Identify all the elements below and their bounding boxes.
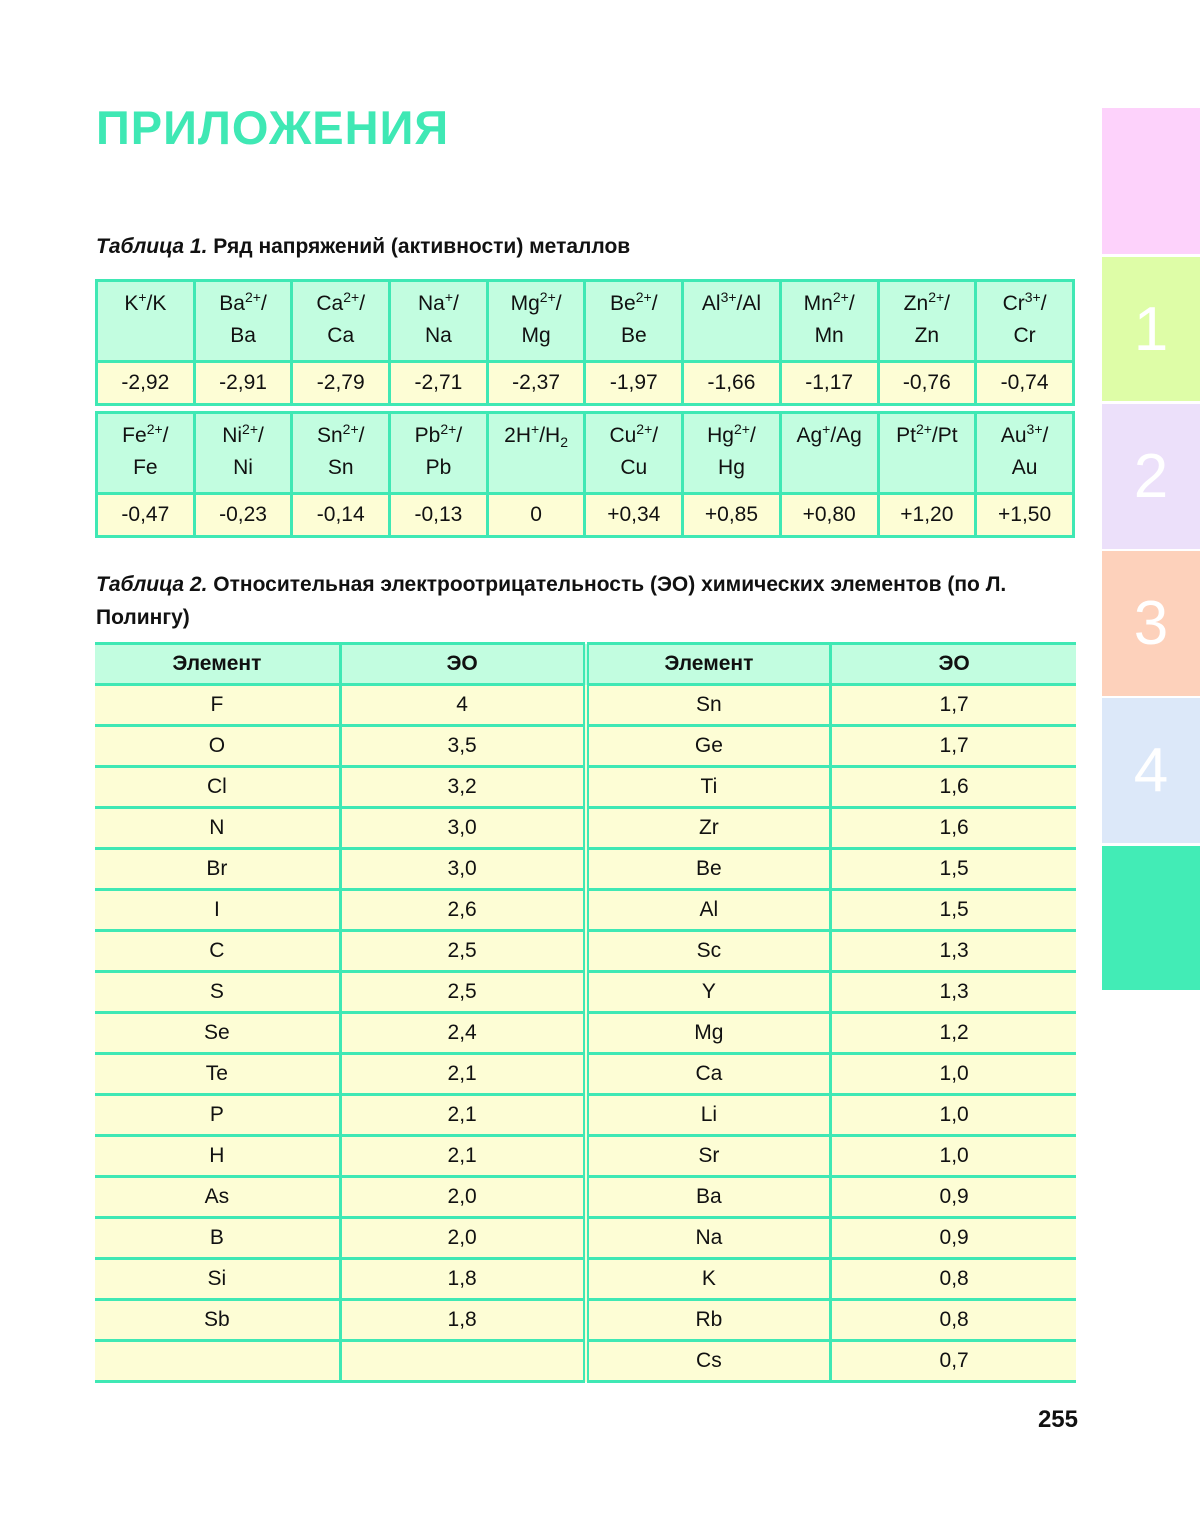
ion-charge: 3+ xyxy=(1026,421,1043,437)
table1-caption xyxy=(96,230,630,263)
element-cell: Se xyxy=(95,1013,340,1054)
metal-symbol: Ag xyxy=(836,424,862,447)
table-row xyxy=(95,1300,1076,1341)
ion-charge: 2+ xyxy=(539,289,556,305)
table-row xyxy=(95,1013,1076,1054)
separator-slash: / xyxy=(931,424,938,447)
redox-couple-cell xyxy=(585,281,683,362)
eo-value-cell: 2,5 xyxy=(340,972,585,1013)
element-cell: Cs xyxy=(586,1341,831,1382)
ion-symbol: Sn xyxy=(316,424,343,447)
element-cell: B xyxy=(95,1218,340,1259)
element-cell: Ti xyxy=(586,767,831,808)
element-cell: Be xyxy=(586,849,831,890)
eo-value-cell: 0,9 xyxy=(831,1177,1076,1218)
metal-symbol: K xyxy=(152,292,167,315)
element-cell: F xyxy=(95,685,340,726)
separator-slash: / xyxy=(258,424,264,447)
ion-symbol: Na xyxy=(417,292,445,315)
ion-symbol: Mn xyxy=(803,292,833,315)
redox-couple-cell xyxy=(878,413,976,494)
metal-symbol: Cr xyxy=(1013,324,1036,347)
redox-couple-cell xyxy=(976,413,1074,494)
table-row xyxy=(95,1177,1076,1218)
element-cell: Zr xyxy=(586,808,831,849)
ion-charge: + xyxy=(444,289,453,305)
ion-symbol: Cr xyxy=(1002,292,1025,315)
element-cell: I xyxy=(95,890,340,931)
eo-value-cell: 1,5 xyxy=(831,849,1076,890)
ion-charge: 3+ xyxy=(720,289,737,305)
separator-slash: / xyxy=(456,424,463,447)
element-cell: Sc xyxy=(586,931,831,972)
eo-value-cell: 1,6 xyxy=(831,767,1076,808)
redox-couples-row xyxy=(97,281,1074,362)
chapter-tab[interactable]: 3 xyxy=(1102,551,1200,696)
potential-value: +0,85 xyxy=(683,494,781,537)
element-cell: Rb xyxy=(586,1300,831,1341)
eo-value-cell: 4 xyxy=(340,685,585,726)
redox-couples-row xyxy=(97,413,1074,494)
separator-slash: / xyxy=(830,424,837,447)
table-row xyxy=(95,890,1076,931)
redox-series-table-2 xyxy=(95,411,1075,538)
potential-value: -0,47 xyxy=(97,494,195,537)
separator-slash: / xyxy=(1042,424,1049,447)
eo-value-cell: 2,1 xyxy=(340,1136,585,1177)
header-eo: ЭО xyxy=(831,644,1076,685)
separator-slash: / xyxy=(453,292,459,315)
redox-couple-cell xyxy=(683,413,781,494)
chapter-tab[interactable]: 4 xyxy=(1102,698,1200,843)
metal-symbol: Be xyxy=(620,324,647,347)
ion-symbol: Zn xyxy=(903,292,929,315)
element-cell: S xyxy=(95,972,340,1013)
metal-symbol: Ca xyxy=(327,324,355,347)
ion-symbol: Hg xyxy=(707,424,734,447)
chapter-tab[interactable] xyxy=(1102,846,1200,990)
redox-couple-cell xyxy=(780,413,878,494)
eo-value-cell: 3,0 xyxy=(340,849,585,890)
table-row xyxy=(95,1136,1076,1177)
separator-slash: / xyxy=(555,292,562,315)
separator-slash: / xyxy=(749,424,756,447)
separator-slash: / xyxy=(359,292,366,315)
redox-couple-cell xyxy=(194,281,292,362)
potential-value: -2,71 xyxy=(390,362,488,405)
eo-value-cell: 1,8 xyxy=(340,1300,585,1341)
subscript: 2 xyxy=(560,434,569,450)
ion-symbol: Ni xyxy=(222,424,243,447)
potentials-row xyxy=(97,494,1074,537)
ion-charge: + xyxy=(822,421,831,437)
element-cell: Na xyxy=(586,1218,831,1259)
element-cell: P xyxy=(95,1095,340,1136)
ion-charge: 3+ xyxy=(1024,289,1041,305)
ion-symbol: Ca xyxy=(316,292,344,315)
redox-couple-cell xyxy=(194,413,292,494)
element-cell: Y xyxy=(586,972,831,1013)
redox-couple-cell xyxy=(390,281,488,362)
ion-symbol: Be xyxy=(610,292,636,315)
potential-value: +0,34 xyxy=(585,494,683,537)
table-row xyxy=(95,1341,1076,1382)
metal-symbol: Na xyxy=(424,324,452,347)
ion-charge: 2+ xyxy=(832,289,849,305)
table-row xyxy=(95,767,1076,808)
eo-value-cell: 2,4 xyxy=(340,1013,585,1054)
potential-value: -0,76 xyxy=(878,362,976,405)
metal-symbol: Mg xyxy=(521,324,551,347)
page-number: 255 xyxy=(1037,1406,1078,1433)
potential-value: -0,23 xyxy=(194,494,292,537)
eo-value-cell: 1,0 xyxy=(831,1054,1076,1095)
separator-slash: / xyxy=(539,424,546,447)
ion-symbol: Pt xyxy=(896,424,916,447)
ion-charge: + xyxy=(531,421,540,437)
metal-symbol: Ni xyxy=(233,456,253,479)
table-row xyxy=(95,1259,1076,1300)
table1-title: Ряд напряжений (активности) металлов xyxy=(213,235,631,258)
eo-value-cell: 2,0 xyxy=(340,1218,585,1259)
ion-symbol: K xyxy=(124,292,139,315)
potential-value: -1,97 xyxy=(585,362,683,405)
ion-charge: 2+ xyxy=(440,421,457,437)
header-element: Элемент xyxy=(95,644,340,685)
ion-charge: 2+ xyxy=(242,421,259,437)
redox-couple-cell xyxy=(780,281,878,362)
eo-value-cell: 1,3 xyxy=(831,972,1076,1013)
potential-value: +1,50 xyxy=(976,494,1074,537)
potential-value: -2,79 xyxy=(292,362,390,405)
separator-slash: / xyxy=(652,424,659,447)
element-cell: Cl xyxy=(95,767,340,808)
separator-slash: / xyxy=(260,292,267,315)
redox-couple-cell xyxy=(487,281,585,362)
element-cell: N xyxy=(95,808,340,849)
element-cell: Sb xyxy=(95,1300,340,1341)
metal-symbol: Fe xyxy=(133,456,158,479)
separator-slash: / xyxy=(162,424,169,447)
table-row xyxy=(95,1054,1076,1095)
separator-slash: / xyxy=(146,292,153,315)
potential-value: -1,17 xyxy=(780,362,878,405)
eo-value-cell: 1,0 xyxy=(831,1095,1076,1136)
redox-couple-cell xyxy=(878,281,976,362)
element-cell: O xyxy=(95,726,340,767)
element-cell: Sn xyxy=(586,685,831,726)
separator-slash: / xyxy=(848,292,855,315)
element-cell: Ca xyxy=(586,1054,831,1095)
element-cell xyxy=(95,1341,340,1382)
eo-value-cell: 0,8 xyxy=(831,1300,1076,1341)
potential-value: -1,66 xyxy=(683,362,781,405)
ion-symbol: Ag xyxy=(796,424,823,447)
element-cell: As xyxy=(95,1177,340,1218)
eo-value-cell: 1,5 xyxy=(831,890,1076,931)
redox-couple-cell xyxy=(97,413,195,494)
metal-symbol: Ba xyxy=(230,324,256,347)
table2-caption xyxy=(96,568,1036,634)
potential-value: -0,74 xyxy=(976,362,1074,405)
redox-couple-cell xyxy=(292,281,390,362)
metal-symbol: Zn xyxy=(914,324,940,347)
redox-series-table-1 xyxy=(95,279,1075,406)
element-cell: Ge xyxy=(586,726,831,767)
ion-charge: 2+ xyxy=(146,421,163,437)
table-row xyxy=(95,849,1076,890)
separator-slash: / xyxy=(944,292,950,315)
metal-symbol: H xyxy=(545,424,561,447)
chapter-tab[interactable] xyxy=(1102,108,1200,254)
potential-value: +1,20 xyxy=(878,494,976,537)
ion-charge: 2+ xyxy=(343,289,360,305)
table-row xyxy=(95,1218,1076,1259)
eo-value-cell: 1,6 xyxy=(831,808,1076,849)
ion-symbol: Al xyxy=(701,292,721,315)
separator-slash: / xyxy=(358,424,365,447)
eo-value-cell: 0,8 xyxy=(831,1259,1076,1300)
ion-charge: 2+ xyxy=(244,289,261,305)
eo-value-cell: 3,5 xyxy=(340,726,585,767)
ion-charge: 2+ xyxy=(635,289,652,305)
ion-symbol: Fe xyxy=(122,424,147,447)
redox-couple-cell xyxy=(585,413,683,494)
element-cell: Te xyxy=(95,1054,340,1095)
eo-value-cell: 0,7 xyxy=(831,1341,1076,1382)
redox-couple-cell xyxy=(683,281,781,362)
ion-symbol: Ba xyxy=(219,292,245,315)
potential-value: -2,91 xyxy=(194,362,292,405)
eo-value-cell: 2,1 xyxy=(340,1095,585,1136)
ion-charge: 2+ xyxy=(928,289,945,305)
eo-value-cell: 1,3 xyxy=(831,931,1076,972)
ion-symbol: Cu xyxy=(609,424,637,447)
eo-value-cell: 1,8 xyxy=(340,1259,585,1300)
header-eo: ЭО xyxy=(340,644,585,685)
potential-value: +0,80 xyxy=(780,494,878,537)
redox-couple-cell xyxy=(292,413,390,494)
element-cell: Ba xyxy=(586,1177,831,1218)
element-cell: Al xyxy=(586,890,831,931)
table-row xyxy=(95,931,1076,972)
eo-value-cell: 1,2 xyxy=(831,1013,1076,1054)
electronegativity-table xyxy=(95,642,1076,1383)
element-cell: Si xyxy=(95,1259,340,1300)
metal-symbol: Cu xyxy=(620,456,648,479)
potential-value: -2,37 xyxy=(487,362,585,405)
chapter-tab[interactable]: 2 xyxy=(1102,404,1200,549)
ion-symbol: Pb xyxy=(414,424,441,447)
redox-couple-cell xyxy=(390,413,488,494)
eo-value-cell: 2,1 xyxy=(340,1054,585,1095)
table2-title: Относительная электроотрицательность (ЭО) химических элементов (по Л. Полингу) xyxy=(96,573,1007,629)
element-cell: K xyxy=(586,1259,831,1300)
metal-symbol: Pt xyxy=(937,424,958,447)
metal-symbol: Al xyxy=(742,292,762,315)
separator-slash: / xyxy=(1040,292,1047,315)
ion-charge: 2+ xyxy=(915,421,932,437)
ion-charge: 2+ xyxy=(342,421,359,437)
element-cell: C xyxy=(95,931,340,972)
metal-symbol: Mn xyxy=(814,324,844,347)
element-cell: Li xyxy=(586,1095,831,1136)
metal-symbol: Au xyxy=(1011,456,1038,479)
header-element: Элемент xyxy=(586,644,831,685)
separator-slash: / xyxy=(736,292,743,315)
potential-value: -2,92 xyxy=(97,362,195,405)
ion-symbol: Au xyxy=(1000,424,1027,447)
ion-symbol: 2H xyxy=(504,424,532,447)
element-cell: H xyxy=(95,1136,340,1177)
ion-charge: + xyxy=(138,289,147,305)
table1-label: Таблица 1. xyxy=(96,235,208,258)
eo-value-cell: 3,0 xyxy=(340,808,585,849)
separator-slash: / xyxy=(651,292,658,315)
element-cell: Br xyxy=(95,849,340,890)
eo-value-cell: 2,5 xyxy=(340,931,585,972)
ion-charge: 2+ xyxy=(733,421,750,437)
eo-value-cell: 2,6 xyxy=(340,890,585,931)
redox-couple-cell xyxy=(487,413,585,494)
potential-value: -0,14 xyxy=(292,494,390,537)
element-cell: Sr xyxy=(586,1136,831,1177)
table2-label: Таблица 2. xyxy=(96,573,208,596)
eo-value-cell: 1,7 xyxy=(831,685,1076,726)
metal-symbol: Hg xyxy=(718,456,745,479)
ion-symbol: Mg xyxy=(510,292,540,315)
redox-couple-cell xyxy=(976,281,1074,362)
metal-symbol: Sn xyxy=(327,456,354,479)
table-row xyxy=(95,726,1076,767)
chapter-tab[interactable]: 1 xyxy=(1102,257,1200,401)
eo-value-cell: 1,7 xyxy=(831,726,1076,767)
element-cell: Mg xyxy=(586,1013,831,1054)
table-row xyxy=(95,972,1076,1013)
eo-value-cell: 3,2 xyxy=(340,767,585,808)
potential-value: 0 xyxy=(487,494,585,537)
eo-value-cell: 1,0 xyxy=(831,1136,1076,1177)
redox-couple-cell xyxy=(97,281,195,362)
eo-value-cell: 0,9 xyxy=(831,1218,1076,1259)
eo-value-cell xyxy=(340,1341,585,1382)
metal-symbol: Pb xyxy=(425,456,452,479)
page-title: ПРИЛОЖЕНИЯ xyxy=(96,101,450,154)
eo-value-cell: 2,0 xyxy=(340,1177,585,1218)
potential-value: -0,13 xyxy=(390,494,488,537)
potentials-row xyxy=(97,362,1074,405)
table-row xyxy=(95,685,1076,726)
table-row xyxy=(95,808,1076,849)
ion-charge: 2+ xyxy=(636,421,653,437)
table-header-row xyxy=(95,644,1076,685)
table-row xyxy=(95,1095,1076,1136)
